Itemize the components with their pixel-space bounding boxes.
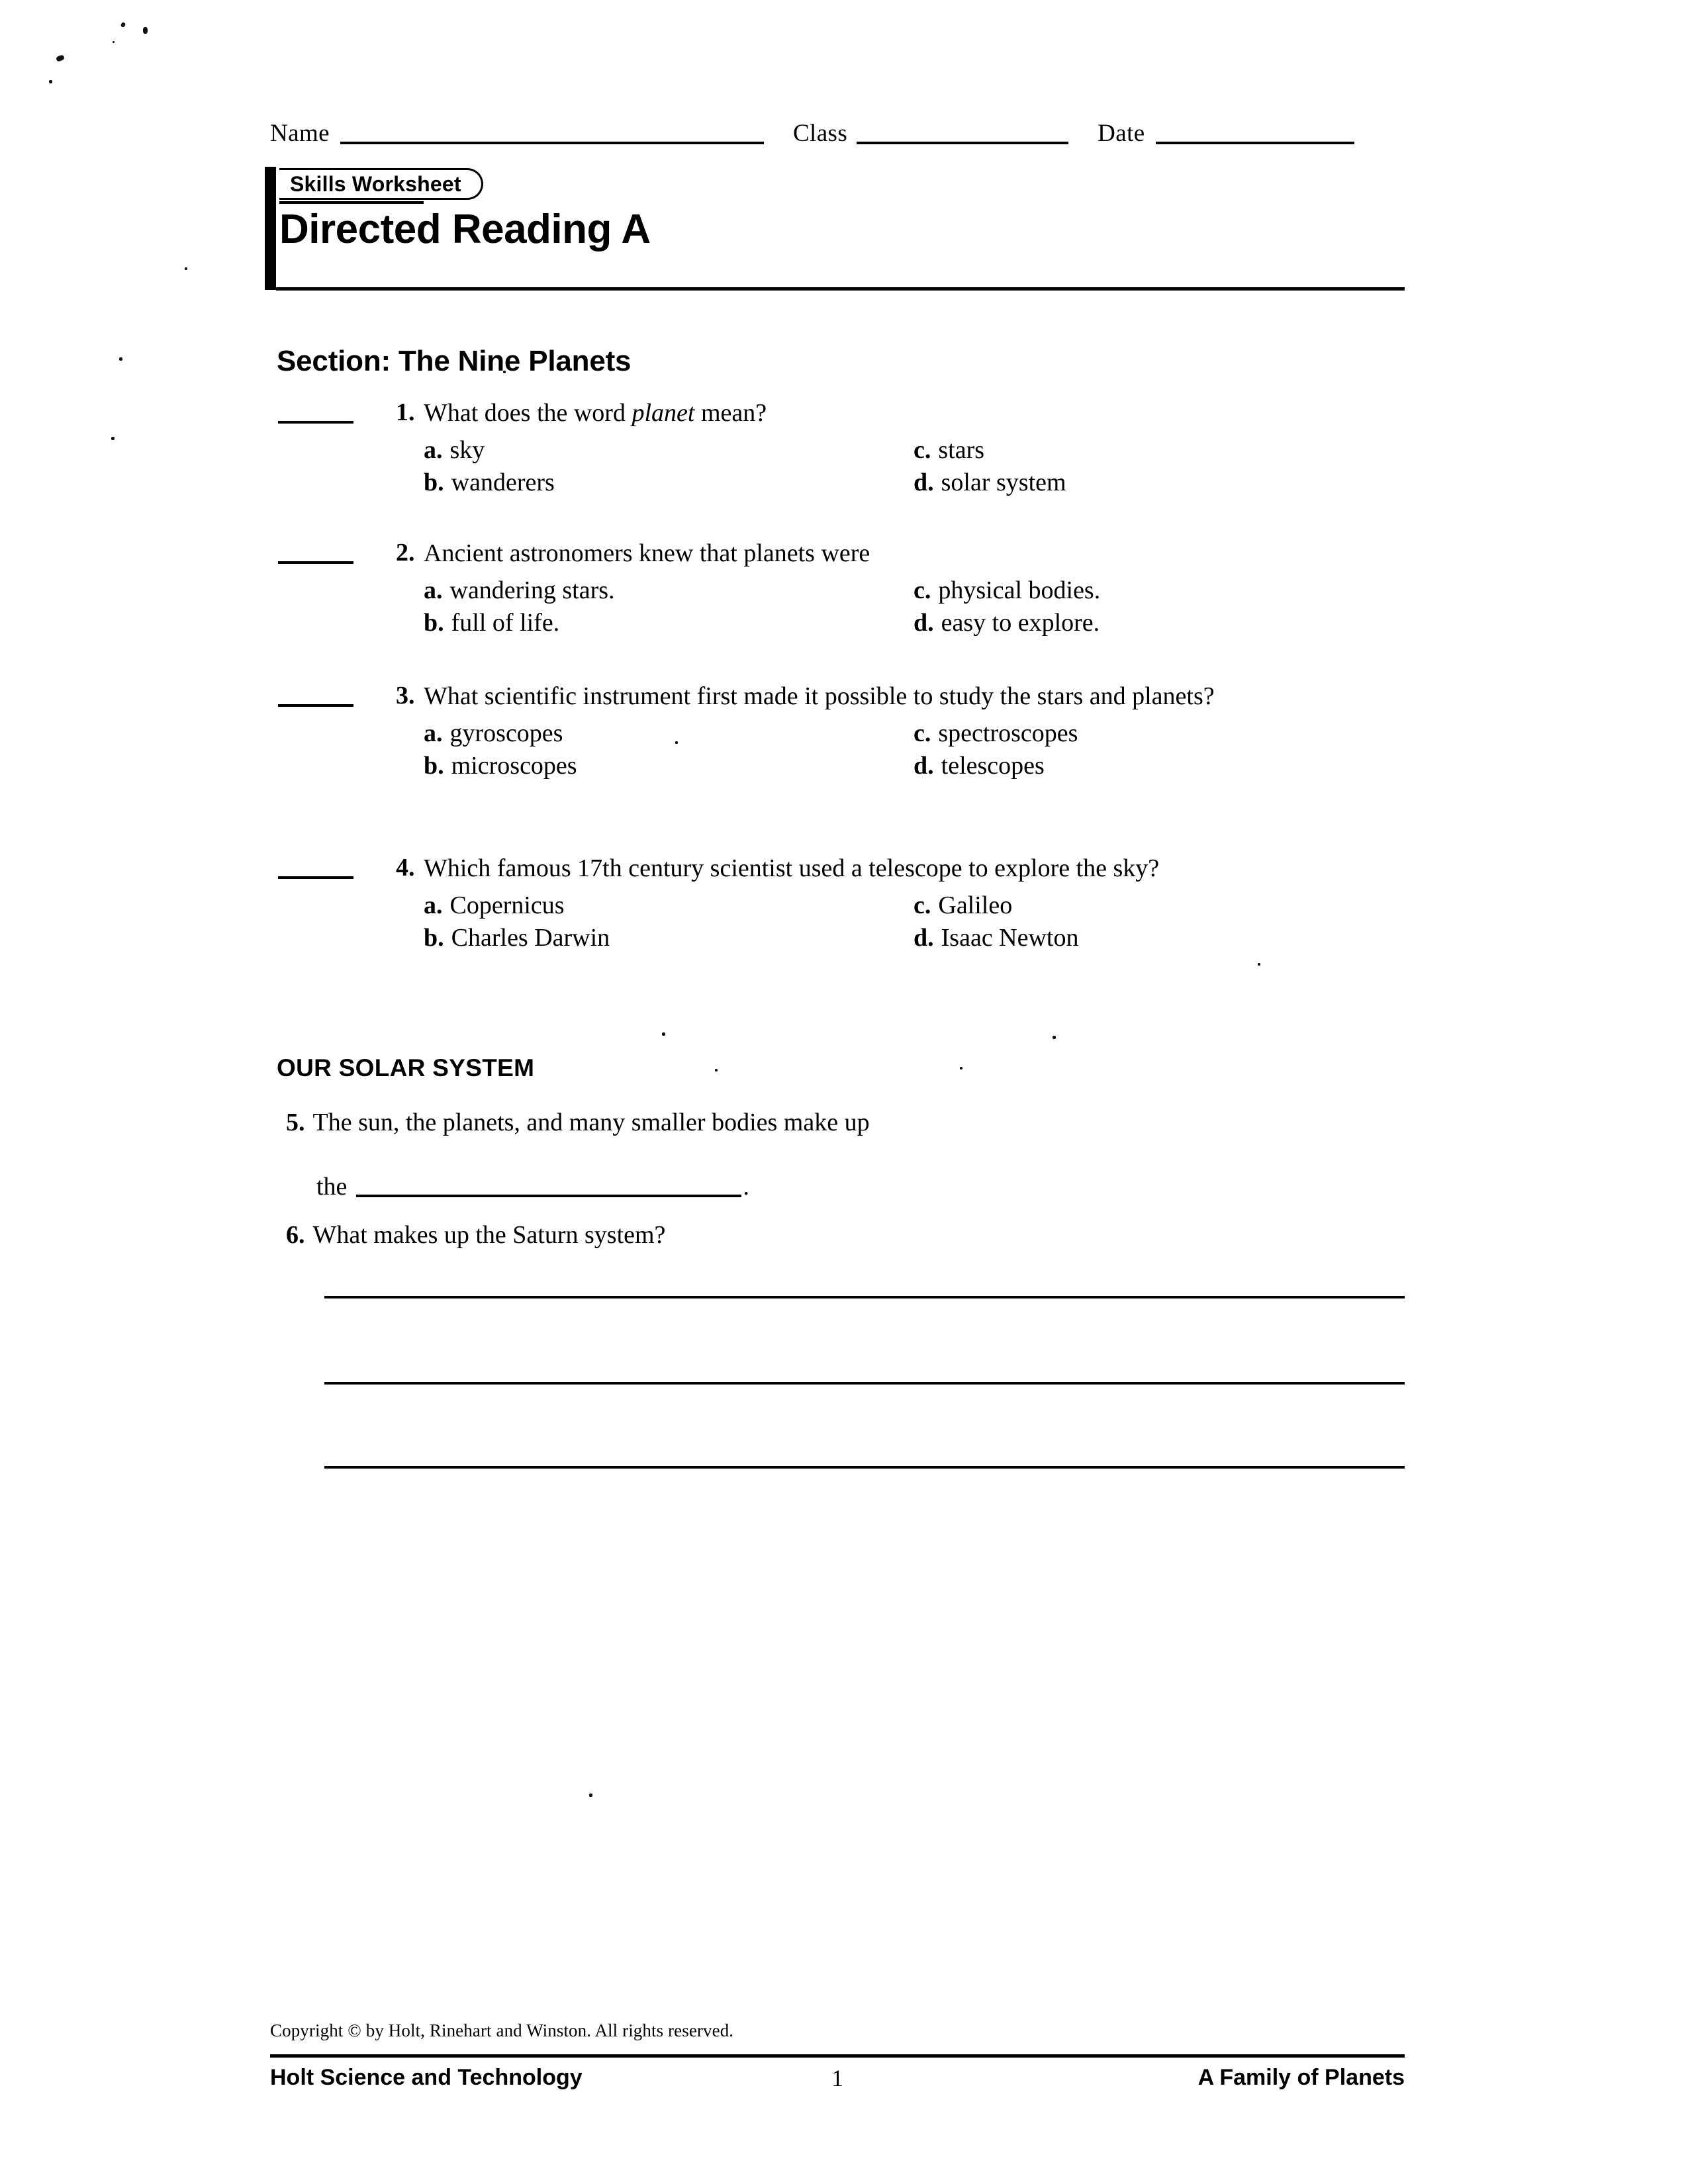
question-6-answer-line-2[interactable]: [324, 1382, 1405, 1385]
choice-text: wandering stars.: [449, 576, 615, 604]
question-1-choice-row-1: [424, 434, 1350, 467]
choice-text: wanderers: [451, 468, 555, 496]
copyright-notice: Copyright © by Holt, Rinehart and Winston. All rights reserved.: [270, 2021, 734, 2040]
tab-underline: [279, 201, 424, 204]
choice-letter: a.: [424, 436, 443, 464]
question-1-italic-term: planet: [632, 399, 695, 427]
question-5-text: The sun, the planets, and many smaller bodies make up: [312, 1109, 870, 1136]
section-heading: Section: The Nine Planets: [277, 345, 632, 377]
scan-artifact: [143, 27, 148, 34]
scan-artifact: [589, 1794, 592, 1797]
choice-letter: b.: [424, 608, 444, 637]
question-3-answer-blank[interactable]: [278, 704, 353, 707]
choice-letter: d.: [914, 923, 934, 952]
question-2-choice-a[interactable]: [424, 574, 914, 607]
choice-letter: c.: [914, 436, 931, 464]
question-3-header: [277, 680, 1405, 713]
footer-row: [270, 2064, 1405, 2099]
choice-text: gyroscopes: [449, 719, 563, 747]
choice-text: Copernicus: [449, 891, 565, 919]
scan-artifact: [56, 54, 65, 62]
footer-book-title: Holt Science and Technology: [270, 2065, 583, 2090]
question-4-header: [277, 852, 1405, 886]
student-info-row: [270, 111, 1403, 148]
question-4-number: 4.: [396, 854, 415, 882]
masthead-horizontal-rule: [276, 287, 1405, 291]
name-label: Name: [270, 120, 330, 147]
choice-letter: d.: [914, 608, 934, 637]
choice-letter: a.: [424, 576, 443, 604]
question-5-number: 5.: [286, 1109, 305, 1136]
question-5-fill-blank[interactable]: [356, 1195, 741, 1197]
question-3-choices: [424, 717, 1350, 782]
question-4-choice-row-2: [424, 922, 1350, 954]
question-4-answer-blank[interactable]: [278, 876, 353, 879]
scan-artifact: [960, 1067, 962, 1069]
scan-artifact: [1258, 963, 1260, 966]
subsection-heading: OUR SOLAR SYSTEM: [277, 1054, 535, 1081]
choice-letter: b.: [424, 751, 444, 780]
question-2-choices: [424, 574, 1350, 639]
scan-artifact: [49, 80, 52, 83]
question-5-fill-suffix: .: [743, 1173, 749, 1201]
choice-letter: b.: [424, 468, 444, 496]
question-5-fill-prefix: the: [316, 1173, 348, 1201]
question-3-number: 3.: [396, 682, 415, 709]
question-1-choices: [424, 434, 1350, 498]
question-2-answer-blank[interactable]: [278, 561, 353, 564]
choice-text: easy to explore.: [941, 608, 1100, 637]
class-input-line[interactable]: [857, 142, 1068, 144]
question-6-prompt: [286, 1219, 1405, 1251]
question-4-choice-row-1: [424, 889, 1350, 922]
question-1-text: [424, 397, 1390, 430]
question-4-choice-b[interactable]: [424, 922, 914, 954]
choice-text: full of life.: [451, 608, 560, 637]
question-4-choices: [424, 889, 1350, 954]
scan-artifact: [715, 1069, 718, 1071]
question-6-text: What makes up the Saturn system?: [312, 1221, 666, 1249]
question-5: [286, 1107, 1405, 1204]
choice-letter: a.: [424, 719, 443, 747]
question-2-header: [277, 537, 1405, 570]
choice-letter: c.: [914, 576, 931, 604]
choice-letter: d.: [914, 468, 934, 496]
choice-text: microscopes: [451, 751, 577, 780]
choice-text: Charles Darwin: [451, 923, 610, 952]
scan-artifact: [185, 267, 187, 270]
question-6-answer-line-1[interactable]: [324, 1296, 1405, 1298]
question-1-choice-d[interactable]: [914, 467, 1337, 499]
date-input-line[interactable]: [1156, 142, 1354, 144]
choice-letter: c.: [914, 719, 931, 747]
skills-worksheet-tab: [279, 168, 483, 200]
question-2-choice-d[interactable]: [914, 607, 1337, 639]
choice-letter: b.: [424, 923, 444, 952]
question-1-text-after: mean?: [694, 399, 767, 427]
name-input-line[interactable]: [340, 142, 764, 144]
question-5-fill-row: [316, 1171, 1405, 1203]
date-label: Date: [1098, 120, 1145, 147]
skills-worksheet-tab-label: Skills Worksheet: [290, 172, 461, 196]
question-5-prompt: [286, 1107, 1405, 1139]
question-6-answer-line-3[interactable]: [324, 1466, 1405, 1469]
question-1-header: [277, 397, 1405, 430]
page-title: Directed Reading A: [279, 206, 651, 252]
question-2-choice-c[interactable]: [914, 574, 1337, 607]
scan-artifact: [113, 41, 115, 43]
question-3-choice-d[interactable]: [914, 750, 1337, 782]
choice-letter: a.: [424, 891, 443, 919]
question-1-choice-c[interactable]: [914, 434, 1337, 467]
question-1-answer-blank[interactable]: [278, 421, 353, 424]
choice-text: sky: [449, 436, 485, 464]
question-4-text: Which famous 17th century scientist used a telescope to explore the sky?: [424, 854, 1160, 882]
choice-text: Galileo: [938, 891, 1013, 919]
class-label: Class: [792, 120, 848, 147]
footer-page-number: 1: [831, 2065, 843, 2091]
question-3-choice-a[interactable]: [424, 717, 914, 750]
masthead-vertical-bar: [265, 167, 276, 290]
question-1-text-before: What does the word: [424, 399, 632, 427]
question-2: [277, 537, 1405, 639]
choice-text: physical bodies.: [938, 576, 1101, 604]
choice-text: solar system: [941, 468, 1066, 496]
question-4-choice-a[interactable]: [424, 889, 914, 922]
question-3-choice-row-2: [424, 750, 1350, 782]
question-2-choice-row-1: [424, 574, 1350, 607]
choice-letter: c.: [914, 891, 931, 919]
question-1: [277, 397, 1405, 498]
question-1-number: 1.: [396, 398, 415, 426]
masthead: [265, 167, 1405, 293]
choice-letter: d.: [914, 751, 934, 780]
question-6-number: 6.: [286, 1221, 305, 1249]
question-2-choice-row-2: [424, 607, 1350, 639]
question-4-choice-c[interactable]: [914, 889, 1337, 922]
scan-artifact: [662, 1032, 665, 1036]
scan-artifact: [111, 437, 115, 440]
footer-divider: [270, 2054, 1405, 2058]
question-6: [286, 1219, 1405, 1251]
choice-text: Isaac Newton: [941, 923, 1079, 952]
question-4-choice-d[interactable]: [914, 922, 1337, 954]
scan-artifact: [120, 22, 126, 28]
question-2-text: Ancient astronomers knew that planets were: [424, 539, 870, 567]
question-2-number: 2.: [396, 539, 415, 567]
question-1-choice-b[interactable]: [424, 467, 914, 499]
question-3-choice-b[interactable]: [424, 750, 914, 782]
question-1-choice-a[interactable]: [424, 434, 914, 467]
choice-text: stars: [938, 436, 985, 464]
question-1-choice-row-2: [424, 467, 1350, 499]
scan-artifact: [119, 357, 122, 361]
question-4: [277, 852, 1405, 954]
footer-chapter-title: A Family of Planets: [1197, 2065, 1405, 2090]
question-3-choice-row-1: [424, 717, 1350, 750]
scan-artifact: [1053, 1036, 1056, 1039]
question-2-choice-b[interactable]: [424, 607, 914, 639]
question-3-choice-c[interactable]: [914, 717, 1337, 750]
question-3: [277, 680, 1405, 782]
choice-text: spectroscopes: [938, 719, 1078, 747]
choice-text: telescopes: [941, 751, 1045, 780]
question-3-text: What scientific instrument first made it possible to study the stars and planets?: [424, 682, 1215, 710]
